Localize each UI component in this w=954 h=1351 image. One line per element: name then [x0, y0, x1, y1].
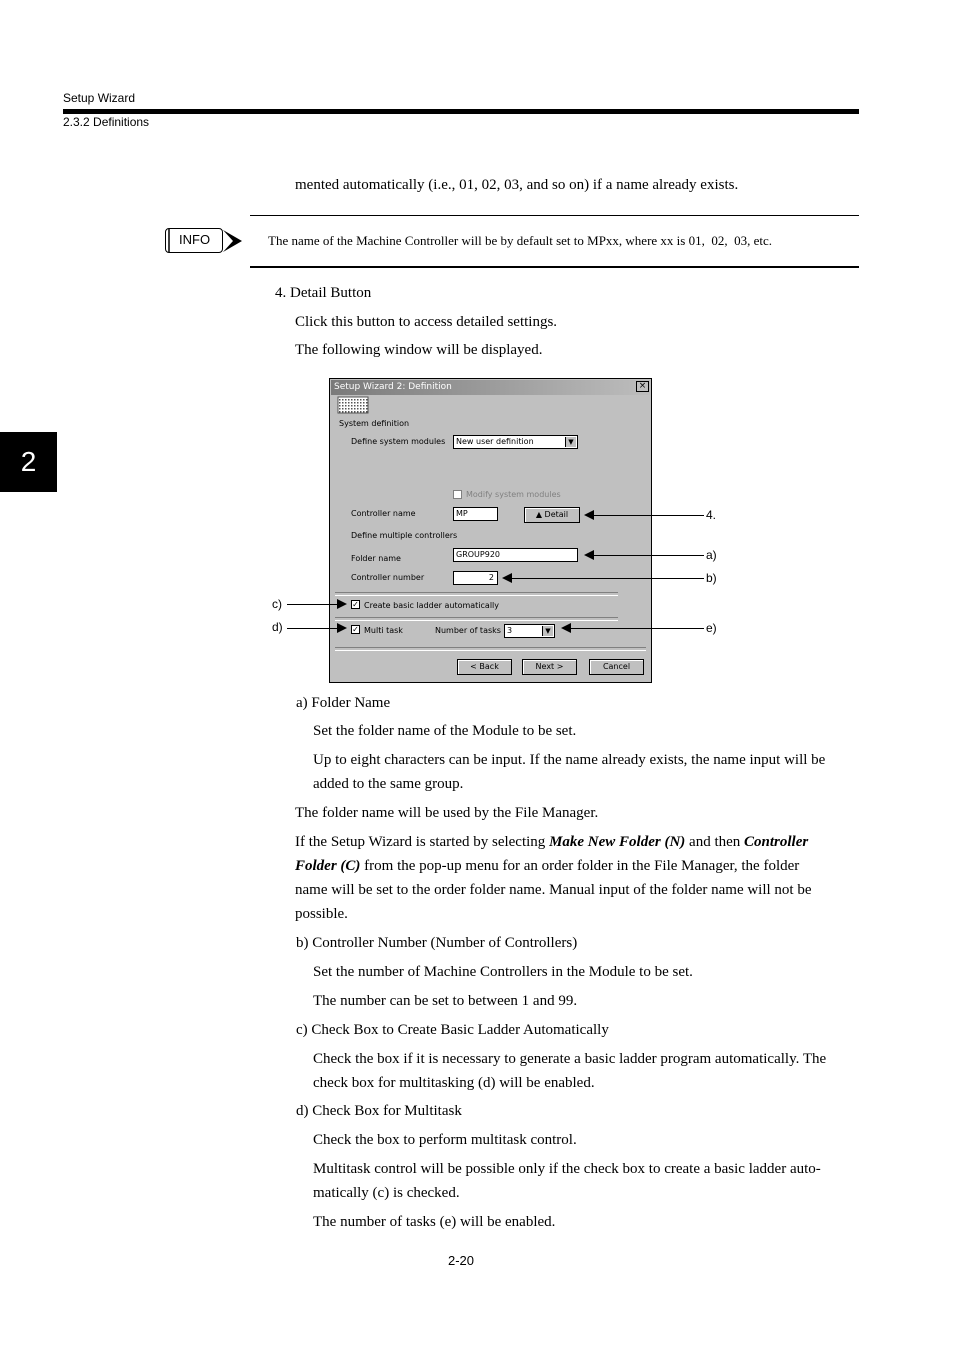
setup-text: from the pop-up menu for an order folder in the File Manager, the folder [360, 858, 800, 874]
setup-para-line2 [295, 854, 799, 878]
setup-wizard-dialog [329, 378, 652, 683]
controller-number-label: Controller number [351, 573, 425, 582]
callout-arrow-line [287, 628, 337, 629]
callout-arrow-line [571, 628, 704, 629]
next-button[interactable]: Next > [522, 659, 577, 675]
item4-line2: The following window will be displayed. [295, 342, 543, 358]
info-bottom-rule [250, 266, 859, 268]
d-para2-line2: matically (c) is checked. [313, 1185, 460, 1201]
controller-number-input[interactable]: 2 [453, 571, 498, 585]
separator [335, 647, 646, 651]
callout-4: 4. [706, 508, 717, 522]
number-of-tasks-label: Number of tasks [435, 626, 501, 635]
menu-make-new-folder: Make New Folder (N) [549, 834, 686, 850]
callout-arrow-head [502, 573, 512, 583]
running-header-subsection: 2.3.2 Definitions [63, 115, 150, 129]
filemanager-para: The folder name will be used by the File Manager. [295, 805, 599, 821]
back-button[interactable]: < Back [457, 659, 512, 675]
callout-arrow-line [512, 578, 704, 579]
callout-arrow-head [584, 510, 594, 520]
define-multiple-controllers-label: Define multiple controllers [351, 531, 458, 540]
item4-heading: 4. Detail Button [275, 285, 372, 301]
c-heading: c) Check Box to Create Basic Ladder Automatically [296, 1022, 609, 1038]
chapter-tab: 2 [0, 432, 57, 492]
setup-text: and then [685, 834, 745, 850]
b-heading: b) Controller Number (Number of Controllers) [296, 935, 578, 951]
callout-arrow-head [584, 550, 594, 560]
item4-line1: Click this button to access detailed settings. [295, 314, 558, 330]
chevron-down-icon[interactable]: ▼ [565, 437, 576, 447]
callout-e: e) [706, 621, 717, 635]
c-para1-line2: check box for multitasking (d) will be enabled. [313, 1075, 595, 1091]
modify-system-modules-checkbox[interactable] [453, 490, 462, 499]
intro-line: mented automatically (i.e., 01, 02, 03, and so on) if a name already exists. [295, 177, 739, 193]
callout-d: d) [272, 620, 283, 634]
cancel-button[interactable]: Cancel [589, 659, 644, 675]
controller-name-input[interactable]: MP [453, 507, 498, 521]
chevron-down-icon[interactable]: ▼ [542, 626, 553, 636]
callout-c: c) [272, 597, 282, 611]
controller-name-label: Controller name [351, 509, 416, 518]
wizard-icon [336, 396, 370, 414]
create-ladder-label: Create basic ladder automatically [364, 601, 500, 610]
info-text: The name of the Machine Controller will be by default set to MPxx, where xx is 01, 02, 03, etc. [268, 233, 772, 248]
detail-button[interactable]: ▲ Detail [524, 507, 580, 523]
callout-a: a) [706, 548, 717, 562]
dialog-title: Setup Wizard 2: Definition [331, 380, 650, 395]
setup-para-line1 [295, 830, 808, 854]
page-number: 2-20 [448, 1253, 475, 1268]
folder-name-input[interactable]: GROUP920 [453, 548, 578, 562]
menu-folder-c: Folder (C) [295, 858, 361, 874]
close-icon[interactable]: × [636, 381, 649, 392]
callout-b: b) [706, 571, 717, 585]
number-of-tasks-select[interactable] [504, 624, 555, 638]
header-rule [63, 109, 859, 114]
running-header-section: Setup Wizard [63, 91, 136, 105]
define-system-modules-label: Define system modules [351, 437, 446, 446]
separator [335, 592, 618, 596]
b-para1: Set the number of Machine Controllers in the Module to be set. [313, 964, 693, 980]
c-para1-line1: Check the box if it is necessary to generate a basic ladder program automatically. The [313, 1051, 827, 1067]
d-para3: The number of tasks (e) will be enabled. [313, 1214, 556, 1230]
callout-arrow-head [337, 623, 347, 633]
a-para2-line2: added to the same group. [313, 776, 464, 792]
b-para2: The number can be set to between 1 and 99. [313, 993, 578, 1009]
callout-arrow-line [594, 515, 704, 516]
system-definition-label: System definition [339, 419, 410, 428]
setup-para-line3: name will be set to the order folder name. Manual input of the folder name will not be [295, 882, 812, 898]
multitask-checkbox[interactable]: ✓ [352, 625, 359, 634]
info-top-rule [250, 215, 859, 216]
d-para1: Check the box to perform multitask control. [313, 1132, 577, 1148]
info-badge-label: INFO [179, 232, 211, 247]
info-badge-arrow-icon [163, 226, 243, 256]
menu-controller: Controller [744, 834, 809, 850]
a-heading: a) Folder Name [296, 695, 391, 711]
callout-arrow-head [337, 599, 347, 609]
a-para2-line1: Up to eight characters can be input. If the name already exists, the name input will be [313, 752, 826, 768]
setup-para-line4: possible. [295, 906, 348, 922]
callout-arrow-line [287, 604, 337, 605]
separator [335, 617, 618, 621]
d-heading: d) Check Box for Multitask [296, 1103, 462, 1119]
d-para2-line1: Multitask control will be possible only if the check box to create a basic ladder auto- [313, 1161, 821, 1177]
callout-arrow-head [561, 623, 571, 633]
callout-arrow-line [594, 555, 704, 556]
a-para1: Set the folder name of the Module to be set. [313, 723, 577, 739]
setup-text: If the Setup Wizard is started by selecting [295, 834, 550, 850]
number-of-tasks-value: 3 [507, 626, 513, 635]
folder-name-label: Folder name [351, 554, 401, 563]
define-system-modules-value: New user definition [456, 437, 534, 446]
modify-system-modules-label: Modify system modules [466, 490, 561, 499]
define-system-modules-select[interactable] [453, 435, 578, 449]
multitask-label: Multi task [364, 626, 403, 635]
create-ladder-checkbox[interactable]: ✓ [352, 600, 359, 609]
